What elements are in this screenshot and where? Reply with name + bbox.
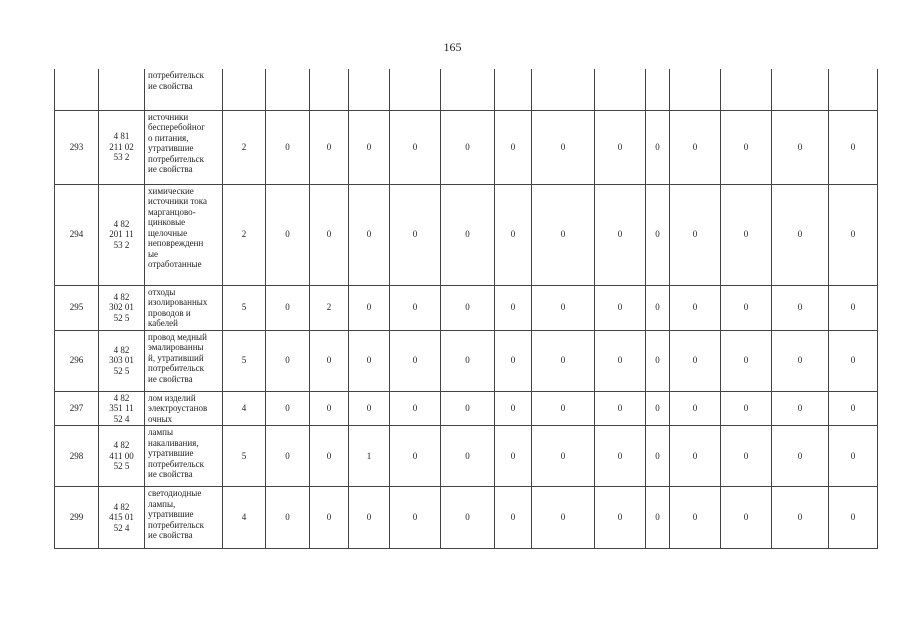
name-line: источники тока: [148, 196, 208, 206]
table-row: [55, 487, 878, 549]
value-cell: 0: [721, 110, 772, 184]
waste-name-cell: [145, 330, 223, 391]
name-line: светодиодные: [148, 488, 202, 498]
code-part: 4 82: [113, 440, 130, 451]
name-line: утратившие: [148, 448, 194, 458]
name-line: химические: [148, 185, 194, 196]
value-cell: 0: [495, 285, 532, 330]
value-cell: 5: [223, 426, 266, 487]
row-number-cell: [55, 69, 99, 110]
value-cell: 0: [646, 426, 670, 487]
name-line: неповрежденн: [148, 238, 204, 248]
code-part: 52 5: [113, 365, 130, 376]
value-cell: 0: [829, 330, 878, 391]
value-cell: 0: [721, 426, 772, 487]
name-line: потребительск: [148, 458, 205, 469]
value-cell: 0: [390, 184, 441, 285]
value-cell: 0: [390, 426, 441, 487]
value-cell: 0: [349, 285, 390, 330]
waste-table: [54, 69, 878, 549]
code-part: 4 82: [113, 344, 130, 355]
value-cell: 0: [532, 184, 595, 285]
value-cell: 0: [441, 110, 495, 184]
name-line: провод медный: [148, 331, 207, 342]
name-line: лампы: [148, 427, 174, 437]
value-cell: 4: [223, 391, 266, 426]
value-cell: 0: [829, 391, 878, 426]
value-cell: 0: [310, 184, 349, 285]
value-cell: 0: [349, 487, 390, 549]
value-cell: 0: [595, 184, 646, 285]
value-cell: 0: [495, 110, 532, 184]
name-line: очных: [148, 413, 173, 424]
name-line: цинковые: [148, 217, 186, 227]
value-cell: 0: [349, 184, 390, 285]
value-cell: 0: [390, 487, 441, 549]
value-cell: [595, 69, 646, 110]
row-number-cell: 295: [55, 285, 99, 330]
table-row: [55, 285, 878, 330]
code-part: 52 4: [113, 522, 130, 533]
name-line: лом изделий: [148, 392, 196, 403]
value-cell: 0: [772, 330, 829, 391]
value-cell: 0: [390, 330, 441, 391]
value-cell: 5: [223, 330, 266, 391]
code-part: 302 01: [109, 302, 134, 313]
value-cell: 0: [441, 285, 495, 330]
value-cell: 0: [310, 426, 349, 487]
value-cell: [646, 69, 670, 110]
table-row: [55, 330, 878, 391]
row-number-cell: 298: [55, 426, 99, 487]
value-cell: [772, 69, 829, 110]
value-cell: 0: [495, 184, 532, 285]
waste-code-cell: [99, 487, 145, 549]
waste-code-cell: [99, 330, 145, 391]
value-cell: 0: [532, 487, 595, 549]
code-part: 52 5: [113, 312, 130, 323]
name-line: бесперебойног: [148, 122, 205, 132]
value-cell: 0: [829, 285, 878, 330]
waste-name-cell: [145, 285, 223, 330]
value-cell: 0: [646, 110, 670, 184]
value-cell: 0: [595, 487, 646, 549]
value-cell: 0: [349, 330, 390, 391]
code-part: 351 11: [109, 403, 134, 413]
value-cell: 0: [670, 330, 721, 391]
value-cell: 0: [772, 426, 829, 487]
name-line: потребительск: [148, 70, 205, 80]
table-row: [55, 391, 878, 426]
value-cell: [310, 69, 349, 110]
waste-name-cell: [145, 69, 223, 110]
code-part: 4 82: [113, 291, 130, 302]
value-cell: 0: [266, 391, 310, 426]
waste-name-cell: [145, 487, 223, 549]
value-cell: [223, 69, 266, 110]
name-line: ие свойства: [148, 530, 193, 540]
name-line: источники: [148, 111, 189, 122]
row-number-cell: 297: [55, 391, 99, 426]
name-line: марганцово-: [148, 206, 196, 217]
value-cell: 0: [495, 426, 532, 487]
value-cell: 0: [670, 487, 721, 549]
value-cell: 0: [829, 426, 878, 487]
name-line: проводов и: [148, 307, 191, 318]
name-line: потребительск: [148, 519, 205, 530]
code-part: 52 5: [113, 461, 130, 472]
value-cell: 0: [266, 285, 310, 330]
name-line: отработанные: [148, 259, 202, 269]
value-cell: 0: [670, 285, 721, 330]
value-cell: [349, 69, 390, 110]
value-cell: 0: [441, 426, 495, 487]
waste-code-cell: [99, 285, 145, 330]
name-line: потребительск: [148, 153, 205, 164]
value-cell: 0: [532, 110, 595, 184]
table-row-continuation: [55, 69, 878, 110]
value-cell: [495, 69, 532, 110]
name-line: потребительск: [148, 363, 205, 373]
name-line: изолированных: [148, 297, 208, 307]
value-cell: 0: [310, 391, 349, 426]
value-cell: 0: [390, 391, 441, 426]
value-cell: 0: [349, 110, 390, 184]
waste-name-cell: [145, 184, 223, 285]
name-line: накаливания,: [148, 437, 199, 448]
value-cell: 2: [223, 184, 266, 285]
value-cell: 0: [646, 184, 670, 285]
value-cell: 0: [532, 426, 595, 487]
value-cell: [829, 69, 878, 110]
code-part: 303 01: [109, 355, 134, 366]
value-cell: 2: [310, 285, 349, 330]
value-cell: 0: [670, 391, 721, 426]
code-part: 4 82: [113, 218, 130, 229]
value-cell: 0: [595, 330, 646, 391]
value-cell: 0: [310, 330, 349, 391]
row-number-cell: 299: [55, 487, 99, 549]
row-number-cell: 293: [55, 110, 99, 184]
value-cell: 0: [266, 487, 310, 549]
value-cell: 0: [390, 285, 441, 330]
value-cell: [266, 69, 310, 110]
value-cell: 0: [670, 426, 721, 487]
value-cell: 2: [223, 110, 266, 184]
value-cell: 0: [646, 330, 670, 391]
waste-code-cell: [99, 426, 145, 487]
name-line: отходы: [148, 286, 176, 297]
value-cell: 0: [441, 487, 495, 549]
value-cell: 0: [495, 487, 532, 549]
value-cell: 0: [670, 110, 721, 184]
value-cell: 0: [266, 184, 310, 285]
value-cell: 0: [310, 110, 349, 184]
value-cell: 0: [670, 184, 721, 285]
code-part: 4 81: [113, 131, 130, 142]
name-line: ие свойства: [148, 80, 193, 91]
code-part: 53 2: [113, 152, 130, 163]
value-cell: 0: [595, 391, 646, 426]
code-part: 411 00: [109, 450, 134, 461]
value-cell: 0: [721, 330, 772, 391]
value-cell: 0: [266, 110, 310, 184]
code-part: 211 02: [109, 141, 134, 152]
value-cell: 0: [772, 391, 829, 426]
waste-name-cell: [145, 110, 223, 184]
waste-code-cell: [99, 184, 145, 285]
value-cell: 0: [495, 391, 532, 426]
value-cell: 0: [595, 285, 646, 330]
value-cell: 4: [223, 487, 266, 549]
value-cell: 0: [441, 391, 495, 426]
name-line: утратившие: [148, 143, 194, 153]
waste-name-cell: [145, 391, 223, 426]
value-cell: 1: [349, 426, 390, 487]
table-row: [55, 426, 878, 487]
value-cell: [532, 69, 595, 110]
value-cell: 0: [721, 487, 772, 549]
value-cell: 0: [772, 184, 829, 285]
name-line: щелочные: [148, 227, 188, 238]
value-cell: [721, 69, 772, 110]
value-cell: 0: [266, 426, 310, 487]
value-cell: 0: [772, 110, 829, 184]
waste-code-cell: [99, 110, 145, 184]
value-cell: 0: [646, 285, 670, 330]
code-part: 53 2: [113, 239, 130, 250]
value-cell: 0: [266, 330, 310, 391]
row-number-cell: 296: [55, 330, 99, 391]
value-cell: 0: [349, 391, 390, 426]
name-line: о питания,: [148, 132, 189, 143]
value-cell: 0: [829, 184, 878, 285]
value-cell: 0: [441, 184, 495, 285]
name-line: й, утративший: [148, 352, 204, 363]
code-part: 52 4: [113, 413, 130, 424]
name-line: лампы,: [148, 498, 176, 509]
value-cell: 0: [441, 330, 495, 391]
waste-code-cell: [99, 391, 145, 426]
value-cell: 0: [532, 285, 595, 330]
value-cell: 5: [223, 285, 266, 330]
value-cell: [390, 69, 441, 110]
value-cell: 0: [829, 487, 878, 549]
name-line: электроустанов: [148, 403, 208, 413]
page-number: 165: [443, 40, 462, 54]
value-cell: 0: [532, 391, 595, 426]
name-line: эмалированны: [148, 342, 204, 352]
table-row: [55, 110, 878, 184]
value-cell: 0: [310, 487, 349, 549]
name-line: кабелей: [148, 318, 178, 328]
waste-name-cell: [145, 426, 223, 487]
waste-code-cell: [99, 69, 145, 110]
value-cell: 0: [772, 285, 829, 330]
value-cell: 0: [646, 391, 670, 426]
name-line: ие свойства: [148, 373, 193, 384]
table-row: [55, 184, 878, 285]
value-cell: 0: [772, 487, 829, 549]
value-cell: 0: [721, 391, 772, 426]
value-cell: 0: [495, 330, 532, 391]
value-cell: 0: [829, 110, 878, 184]
value-cell: 0: [532, 330, 595, 391]
name-line: утратившие: [148, 509, 194, 519]
value-cell: 0: [595, 110, 646, 184]
code-part: 4 82: [113, 501, 130, 512]
value-cell: 0: [595, 426, 646, 487]
row-number-cell: 294: [55, 184, 99, 285]
value-cell: [441, 69, 495, 110]
value-cell: 0: [390, 110, 441, 184]
value-cell: 0: [721, 285, 772, 330]
value-cell: [670, 69, 721, 110]
name-line: ие свойства: [148, 164, 193, 174]
value-cell: 0: [721, 184, 772, 285]
name-line: ие свойства: [148, 469, 193, 479]
name-line: ые: [148, 248, 159, 259]
value-cell: 0: [646, 487, 670, 549]
code-part: 201 11: [109, 229, 134, 240]
code-part: 415 01: [109, 512, 134, 523]
code-part: 4 82: [113, 392, 130, 403]
